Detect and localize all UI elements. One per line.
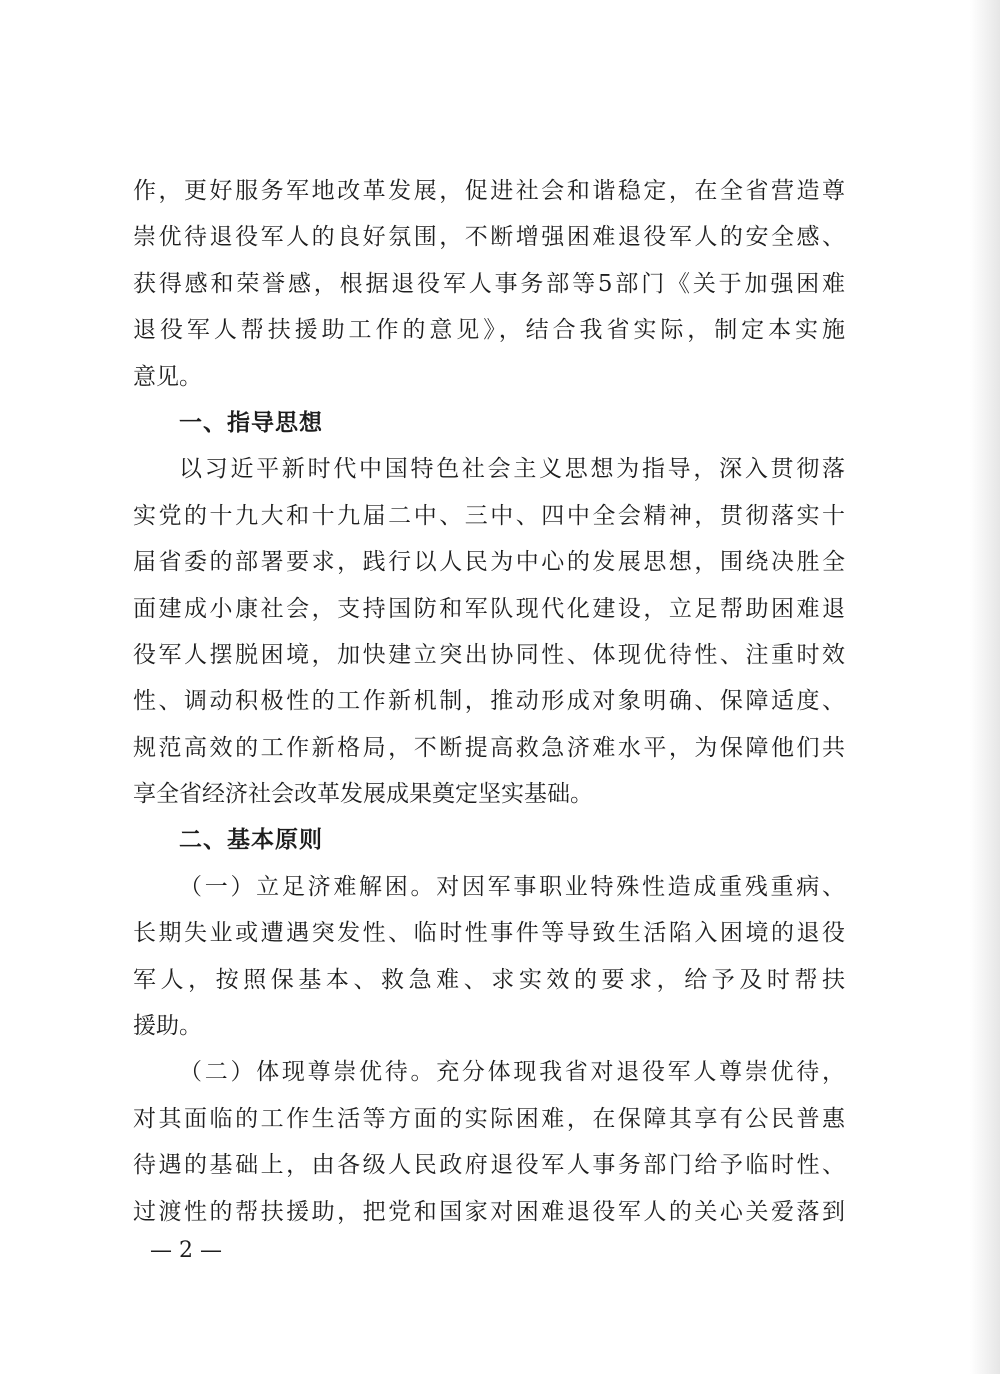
- paragraph-line: 面建成小康社会，支持国防和军队现代化建设，立足帮助困难退: [133, 595, 845, 622]
- page-number: — 2 —: [150, 1238, 222, 1263]
- paragraph-line: 届省委的部署要求，践行以人民为中心的发展思想，围绕决胜全: [133, 549, 845, 576]
- paragraph-line: 享全省经济社会改革发展成果奠定坚实基础。: [133, 781, 593, 808]
- paragraph-line: 实党的十九大和十九届二中、三中、四中全会精神，贯彻落实十: [133, 502, 845, 529]
- paragraph-line: 获得感和荣誉感，根据退役军人事务部等5部门《关于加强困难: [133, 270, 845, 297]
- document-body: [133, 168, 845, 1235]
- paragraph-line: （二）体现尊崇优待。充分体现我省对退役军人尊崇优待，: [179, 1059, 845, 1086]
- paragraph-line: （一）立足济难解困。对因军事职业特殊性造成重残重病、: [179, 873, 845, 900]
- paragraph-line: 规范高效的工作新格局，不断提高救急济难水平，为保障他们共: [133, 734, 845, 761]
- paragraph-line: 以习近平新时代中国特色社会主义思想为指导，深入贯彻落: [179, 456, 845, 483]
- paragraph-line: 崇优待退役军人的良好氛围，不断增强困难退役军人的安全感、: [133, 224, 845, 251]
- section-heading-basic-principles: 二、基本原则: [179, 827, 323, 854]
- paragraph-line: 性、调动积极性的工作新机制，推动形成对象明确、保障适度、: [133, 688, 845, 715]
- paragraph-line: 对其面临的工作生活等方面的实际困难，在保障其享有公民普惠: [133, 1105, 845, 1132]
- paragraph-line: 援助。: [133, 1013, 202, 1040]
- paragraph-line: 军人，按照保基本、救急难、求实效的要求，给予及时帮扶: [133, 966, 845, 993]
- paragraph-line: 役军人摆脱困境，加快建立突出协同性、体现优待性、注重时效: [133, 641, 845, 668]
- paragraph-line: 待遇的基础上，由各级人民政府退役军人事务部门给予临时性、: [133, 1152, 845, 1179]
- scan-edge-shadow: [970, 0, 1000, 1374]
- section-heading-guiding-ideology: 一、指导思想: [179, 409, 323, 436]
- paragraph-line: 过渡性的帮扶援助，把党和国家对困难退役军人的关心关爱落到: [133, 1198, 845, 1225]
- paragraph-line: 退役军人帮扶援助工作的意见》，结合我省实际，制定本实施: [133, 317, 845, 344]
- paragraph-line: 意见。: [133, 363, 202, 390]
- paragraph-line: 长期失业或遭遇突发性、临时性事件等导致生活陷入困境的退役: [133, 920, 845, 947]
- paragraph-line: 作，更好服务军地改革发展，促进社会和谐稳定，在全省营造尊: [133, 178, 845, 204]
